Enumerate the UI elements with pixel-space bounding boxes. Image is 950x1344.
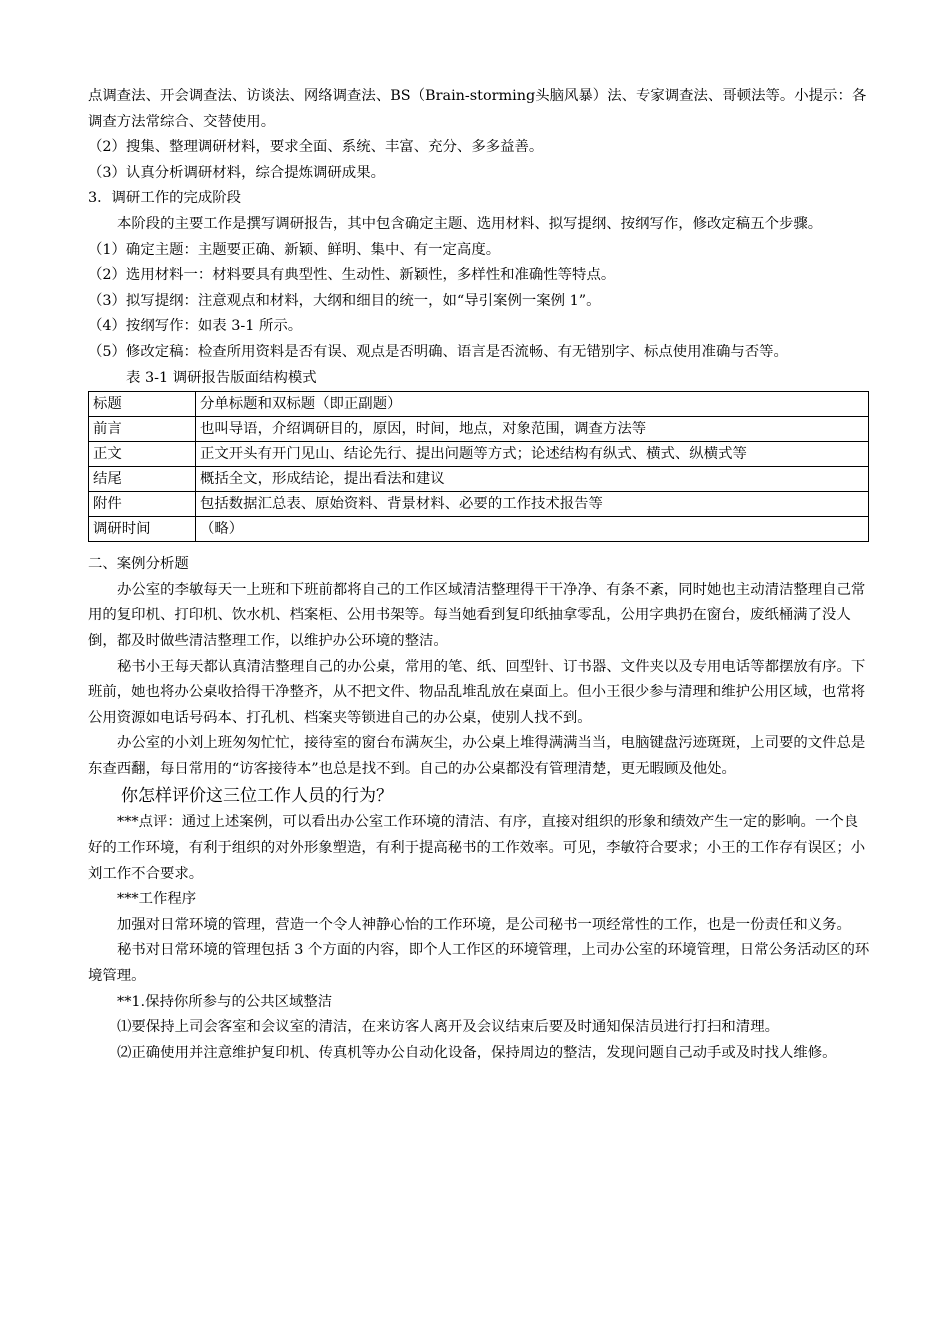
table-cell-label: 附件 — [89, 492, 196, 517]
table-cell-label: 前言 — [89, 417, 196, 442]
paragraph-writing: （4）按纲写作：如表 3-1 所示。 — [88, 318, 303, 335]
table-cell-label: 标题 — [89, 392, 196, 417]
paragraph-outline: （3）拟写提纲：注意观点和材料，大纲和细目的统一，如“导引案例一案例 1”。 — [88, 292, 601, 309]
procedure-paragraph-1: 加强对日常环境的管理，营造一个令人神静心怡的工作环境，是公司秘书一项经常性的工作，也是一份责任和义务。 — [117, 916, 851, 933]
paragraph-methods: 点调查法、开会调查法、访谈法、网络调查法、BS（Brain-storming头脑风暴）法、专家调查法、哥顿法等。小提示：各调查方法常综合、交替使用。 — [88, 88, 867, 130]
paragraph-material: （2）选用材料一：材料要具有典型性、生动性、新颖性，多样性和准确性等特点。 — [88, 267, 616, 284]
heading-completion-stage: 3．调研工作的完成阶段 — [88, 190, 242, 207]
list-item-meeting-room: ⑴要保持上司会客室和会议室的清洁，在来访客人离开及会议结束后要及时通知保洁员进行打扫和清理。 — [117, 1019, 779, 1036]
table-cell-label: 调研时间 — [89, 517, 196, 542]
case-paragraph-li-min: 办公室的李敏每天一上班和下班前都将自己的工作区域清洁整理得干干净净、有条不紊，同时她也主动清洁整理自己常用的复印机、打印机、饮水机、档案柜、公用书架等。每当她看到复印纸抽拿零乱，公用字典扔在窗台，废纸桶满了没人倒，都及时做些清洁整理工作，以维护办公环境的整洁。 — [88, 581, 866, 649]
document-page — [88, 84, 872, 1066]
table-cell-content: 概括全文，形成结论，提出看法和建议 — [196, 467, 869, 492]
list-item-office-equipment: ⑵正确使用并注意维护复印机、传真机等办公自动化设备，保持周边的整洁，发现问题自己动手或及时找人维修。 — [117, 1044, 837, 1061]
paragraph-revision: （5）修改定稿：检查所用资料是否有误、观点是否明确、语言是否流畅、有无错别字、标点使用准确与否等。 — [88, 343, 788, 360]
table-row — [89, 392, 869, 417]
case-paragraph-xiao-wang: 秘书小王每天都认真清洁整理自己的办公桌，常用的笔、纸、回型针、订书器、文件夹以及专用电话等都摆放有序。下班前，她也将办公桌收拾得干净整齐，从不把文件、物品乱堆乱放在桌面上。但小王很少参与清理和维护公用区域，也常将公用资源如电话号码本、打孔机、档案夹等锁进自己的办公桌，使别人找不到。 — [88, 658, 866, 726]
paragraph-topic: （1）确定主题：主题要正确、新颖、鲜明、集中、有一定高度。 — [88, 241, 501, 258]
comment-paragraph: ***点评：通过上述案例，可以看出办公室工作环境的清洁、有序，直接对组织的形象和绩效产生一定的影响。一个良好的工作环境，有利于组织的对外形象塑造，有利于提高秘书的工作效率。可见，李敏符合要求；小王的工作存有误区；小刘工作不合要求。 — [88, 814, 866, 882]
table-cell-label: 正文 — [89, 442, 196, 467]
table-cell-content: 也叫导语，介绍调研目的，原因，时间，地点，对象范围，调查方法等 — [196, 417, 869, 442]
table-cell-content: 分单标题和双标题（即正副题） — [196, 392, 869, 417]
paragraph-step-2: （2）搜集、整理调研材料，要求全面、系统、丰富、充分、多多益善。 — [88, 139, 544, 156]
table-caption: 表 3-1 调研报告版面结构模式 — [126, 369, 317, 386]
case-question: 你怎样评价这三位工作人员的行为？ — [121, 786, 393, 807]
procedure-heading: ***工作程序 — [117, 891, 197, 908]
sub-heading-public-area: **1.保持你所参与的公共区域整洁 — [117, 993, 333, 1010]
paragraph-step-3: （3）认真分析调研材料，综合提炼调研成果。 — [88, 164, 385, 181]
table-row — [89, 517, 869, 542]
table-row — [89, 492, 869, 517]
report-structure-table — [88, 391, 869, 542]
table-cell-content: （略） — [196, 517, 869, 542]
table-row — [89, 442, 869, 467]
section-heading-case-analysis: 二、案例分析题 — [88, 556, 189, 573]
table-row — [89, 417, 869, 442]
case-paragraph-xiao-liu: 办公室的小刘上班匆匆忙忙，接待室的窗台布满灰尘，办公桌上堆得满满当当，电脑键盘污迹斑斑，上司要的文件总是东查西翻，每日常用的“访客接待本”也总是找不到。自己的办公桌都没有管理清楚，更无暇顾及他处。 — [88, 735, 866, 777]
table-cell-content: 正文开头有开门见山、结论先行、提出问题等方式；论述结构有纵式、横式、纵横式等 — [196, 442, 869, 467]
procedure-paragraph-2: 秘书对日常环境的管理包括 3 个方面的内容，即个人工作区的环境管理，上司办公室的环境管理，日常公务活动区的环境管理。 — [88, 942, 870, 985]
paragraph-stage-intro: 本阶段的主要工作是撰写调研报告，其中包含确定主题、选用材料、拟写提纲、按纲写作，修改定稿五个步骤。 — [117, 215, 823, 232]
table-cell-label: 结尾 — [89, 467, 196, 492]
table-row — [89, 467, 869, 492]
table-cell-content: 包括数据汇总表、原始资料、背景材料、必要的工作技术报告等 — [196, 492, 869, 517]
